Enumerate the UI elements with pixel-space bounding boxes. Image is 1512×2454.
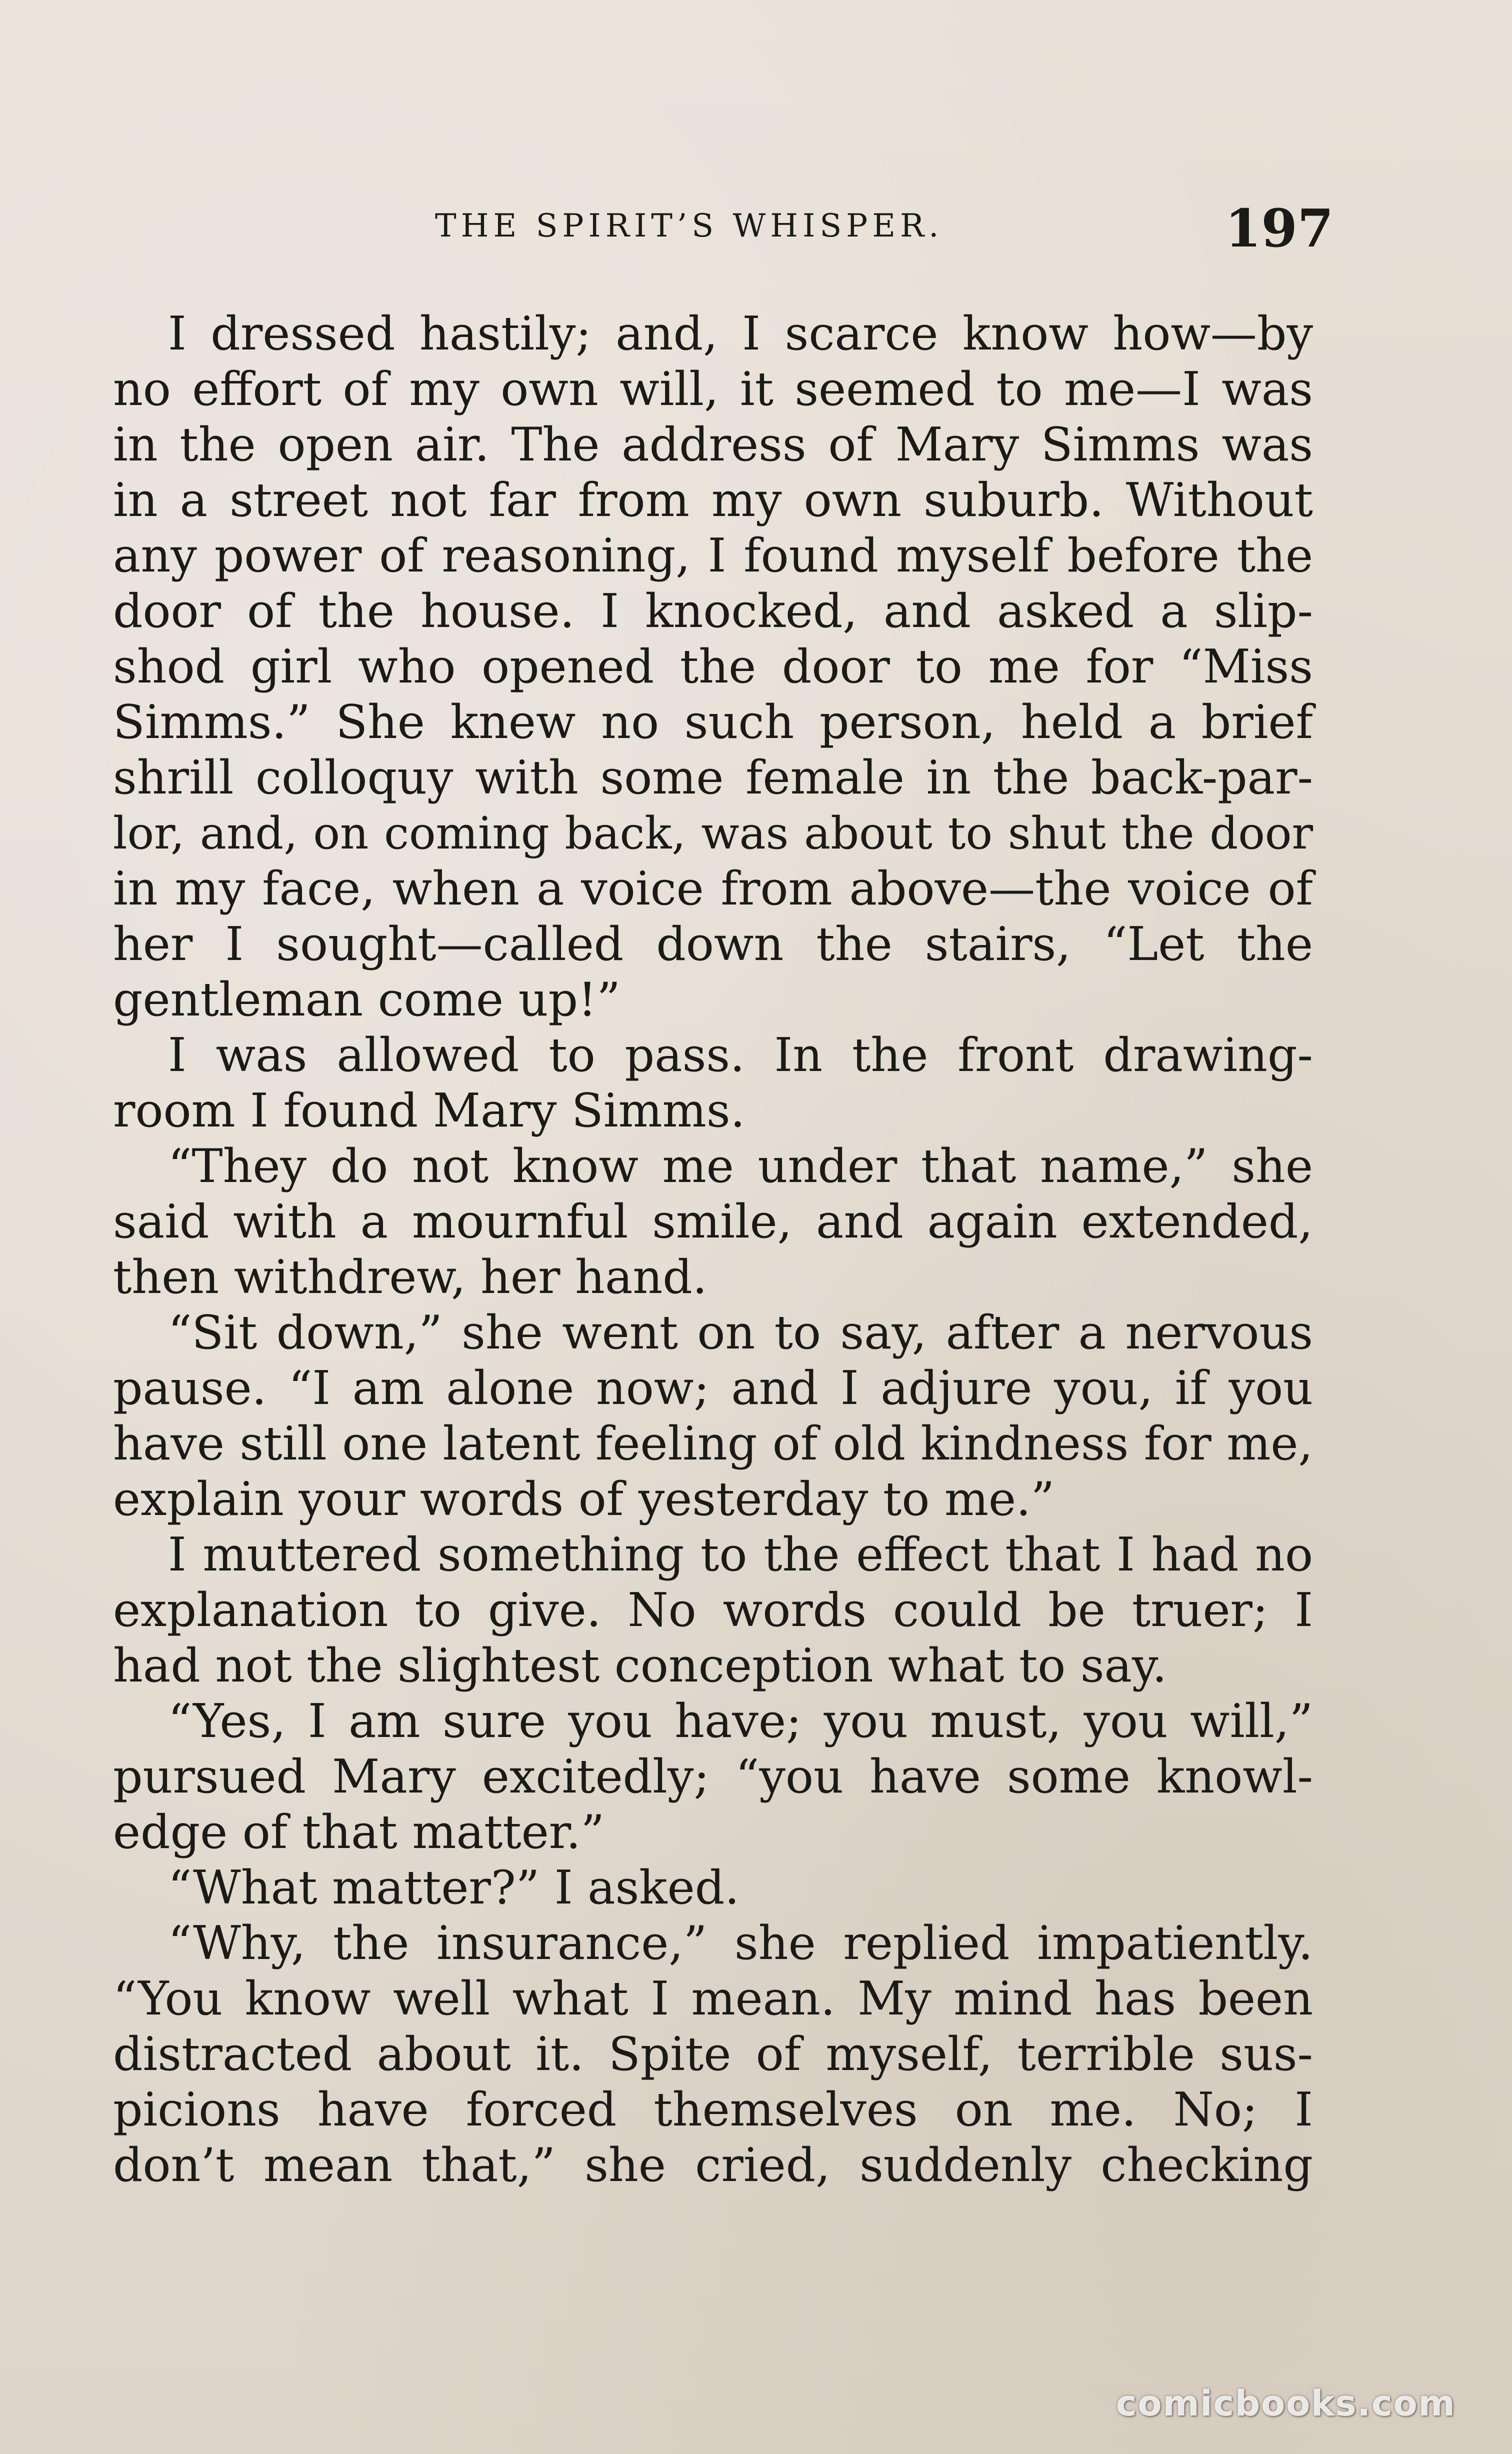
body-text (113, 306, 1313, 2193)
text-line: explain your words of yesterday to me.” (113, 1472, 1055, 1526)
site-watermark: comicbooks.com (1116, 2383, 1456, 2424)
text-line: “They do not know me under that name,” she (168, 1139, 1313, 1193)
text-line: any power of reasoning, I found myself before the (113, 528, 1313, 582)
text-line: I dressed hastily; and, I scarce know how—by (168, 306, 1313, 360)
text-line: lor, and, on coming back, was about to shut the door (113, 807, 1313, 859)
text-line: I muttered something to the effect that I had no (168, 1528, 1313, 1582)
text-line: I was allowed to pass. In the front drawing- (168, 1028, 1313, 1082)
text-line: “Yes, I am sure you have; you must, you will,” (168, 1694, 1313, 1748)
text-line: edge of that matter.” (113, 1805, 605, 1859)
text-line: “You know well what I mean. My mind has been (113, 1972, 1313, 2026)
text-line: in my face, when a voice from above—the voice of (113, 862, 1313, 916)
text-line: “What matter?” I asked. (168, 1860, 740, 1914)
text-line: her I sought—called down the stairs, “Let the (113, 917, 1313, 971)
running-head (0, 198, 1512, 258)
text-line: door of the house. I knocked, and asked a slip- (113, 584, 1313, 638)
text-line: shod girl who opened the door to me for “Miss (113, 640, 1313, 694)
text-line: Simms.” She knew no such person, held a brief (113, 695, 1313, 749)
text-line: picions have forced themselves on me. No; I (113, 2082, 1313, 2136)
text-line: said with a mournful smile, and again extended, (113, 1194, 1313, 1248)
text-line: distracted about it. Spite of myself, terrible sus- (113, 2027, 1313, 2081)
running-title: THE SPIRIT’S WHISPER. (435, 208, 944, 244)
page-number: 197 (1225, 198, 1334, 259)
text-line: then withdrew, her hand. (113, 1250, 708, 1304)
text-line: in the open air. The address of Mary Simms was (113, 418, 1313, 472)
text-line: have still one latent feeling of old kindness for me, (113, 1416, 1313, 1470)
text-line: “Sit down,” she went on to say, after a nervous (168, 1306, 1313, 1360)
text-line: shrill colloquy with some female in the back-par- (113, 750, 1313, 804)
text-line: had not the slightest conception what to say. (113, 1638, 1167, 1692)
text-line: “Why, the insurance,” she replied impatiently. (168, 1916, 1313, 1970)
text-line: don’t mean that,” she cried, suddenly checking (113, 2138, 1313, 2192)
text-line: in a street not far from my own suburb. Without (113, 473, 1313, 527)
text-line: gentleman come up!” (113, 972, 620, 1026)
text-line: pursued Mary excitedly; “you have some knowl- (113, 1750, 1313, 1804)
text-line: explanation to give. No words could be truer; I (113, 1583, 1313, 1637)
text-line: pause. “I am alone now; and I adjure you, if you (113, 1361, 1313, 1415)
text-line: no effort of my own will, it seemed to me—I was (113, 362, 1313, 416)
text-line: room I found Mary Simms. (113, 1084, 746, 1138)
